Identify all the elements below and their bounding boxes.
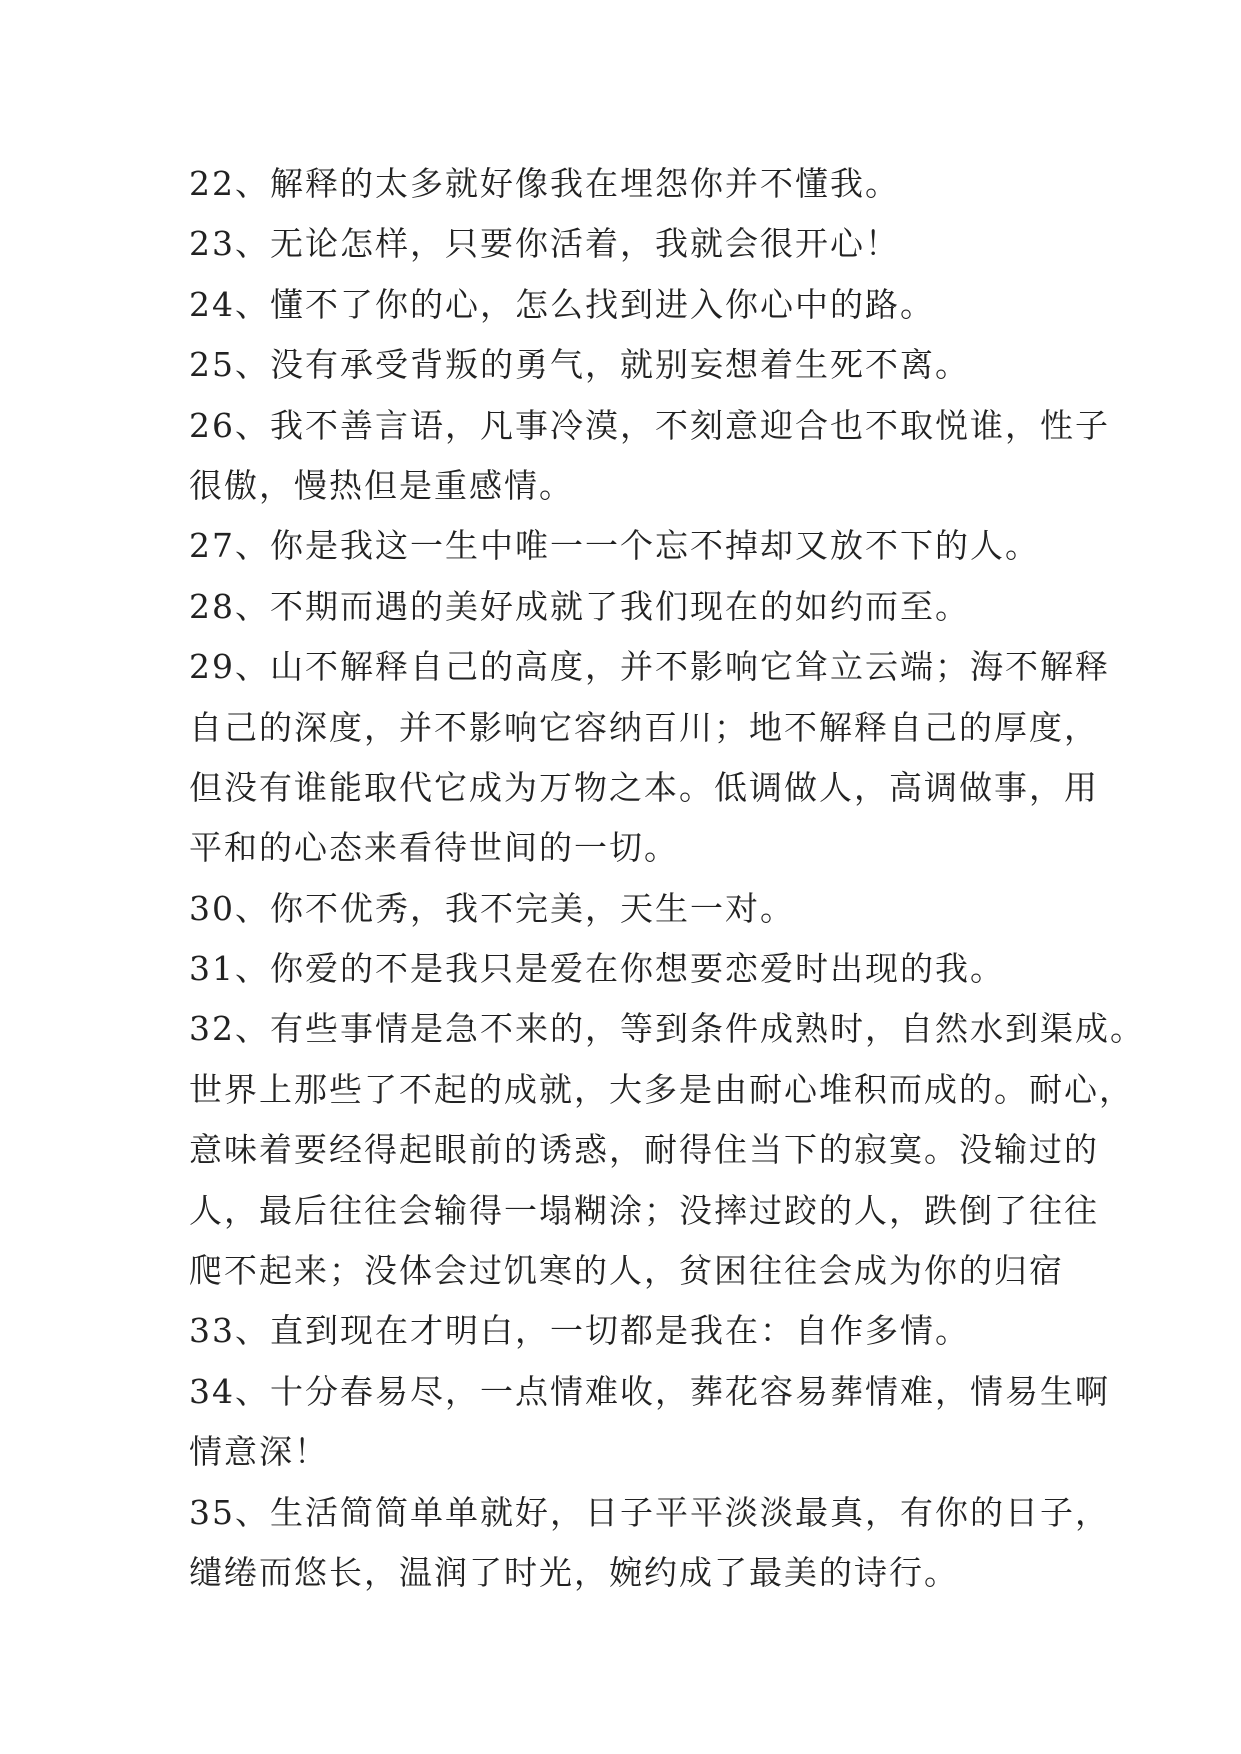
text-line: 很傲，慢热但是重感情。 [189,465,574,505]
text-line: 世界上那些了不起的成就，大多是由耐心堆积而成的。耐心， [189,1069,1134,1109]
text-line: 24、懂不了你的心，怎么找到进入你心中的路。 [189,284,935,324]
text-line: 自己的深度，并不影响它容纳百川；地不解释自己的厚度， [189,707,1099,747]
text-line: 22、解释的太多就好像我在埋怨你并不懂我。 [189,164,900,203]
text-line: 23、无论怎样，只要你活着，我就会很开心！ [189,224,900,264]
document-body [189,154,1145,1603]
text-line: 爬不起来；没体会过饥寒的人，贫困往往会成为你的归宿 [189,1251,1064,1291]
text-line: 33、直到现在才明白，一切都是我在：自作多情。 [189,1311,970,1351]
text-line: 31、你爱的不是我只是爱在你想要恋爱时出现的我。 [189,949,1005,989]
text-line: 25、没有承受背叛的勇气，就别妄想着生死不离。 [189,345,970,385]
text-line: 平和的心态来看待世间的一切。 [189,828,679,868]
text-line: 人，最后往往会输得一塌糊涂；没摔过跤的人，跌倒了往往 [189,1190,1099,1230]
text-line: 27、你是我这一生中唯一一个忘不掉却又放不下的人。 [189,526,1040,566]
text-line: 28、不期而遇的美好成就了我们现在的如约而至。 [189,586,970,626]
text-line: 32、有些事情是急不来的，等到条件成熟时，自然水到渠成。 [189,1009,1145,1049]
text-line: 34、十分春易尽，一点情难收，葬花容易葬情难，情易生啊 [189,1371,1110,1411]
text-line: 意味着要经得起眼前的诱惑，耐得住当下的寂寞。没输过的 [189,1130,1099,1170]
text-line: 35、生活简简单单就好，日子平平淡淡最真，有你的日子， [189,1492,1110,1532]
text-line: 29、山不解释自己的高度，并不影响它耸立云端；海不解释 [189,647,1110,687]
text-line: 26、我不善言语，凡事冷漠，不刻意迎合也不取悦谁，性子 [189,405,1110,445]
text-line: 但没有谁能取代它成为万物之本。低调做人，高调做事，用 [189,767,1099,807]
text-line: 缱绻而悠长，温润了时光，婉约成了最美的诗行。 [189,1552,959,1592]
text-line: 30、你不优秀，我不完美，天生一对。 [189,888,795,928]
text-line: 情意深！ [189,1432,329,1472]
